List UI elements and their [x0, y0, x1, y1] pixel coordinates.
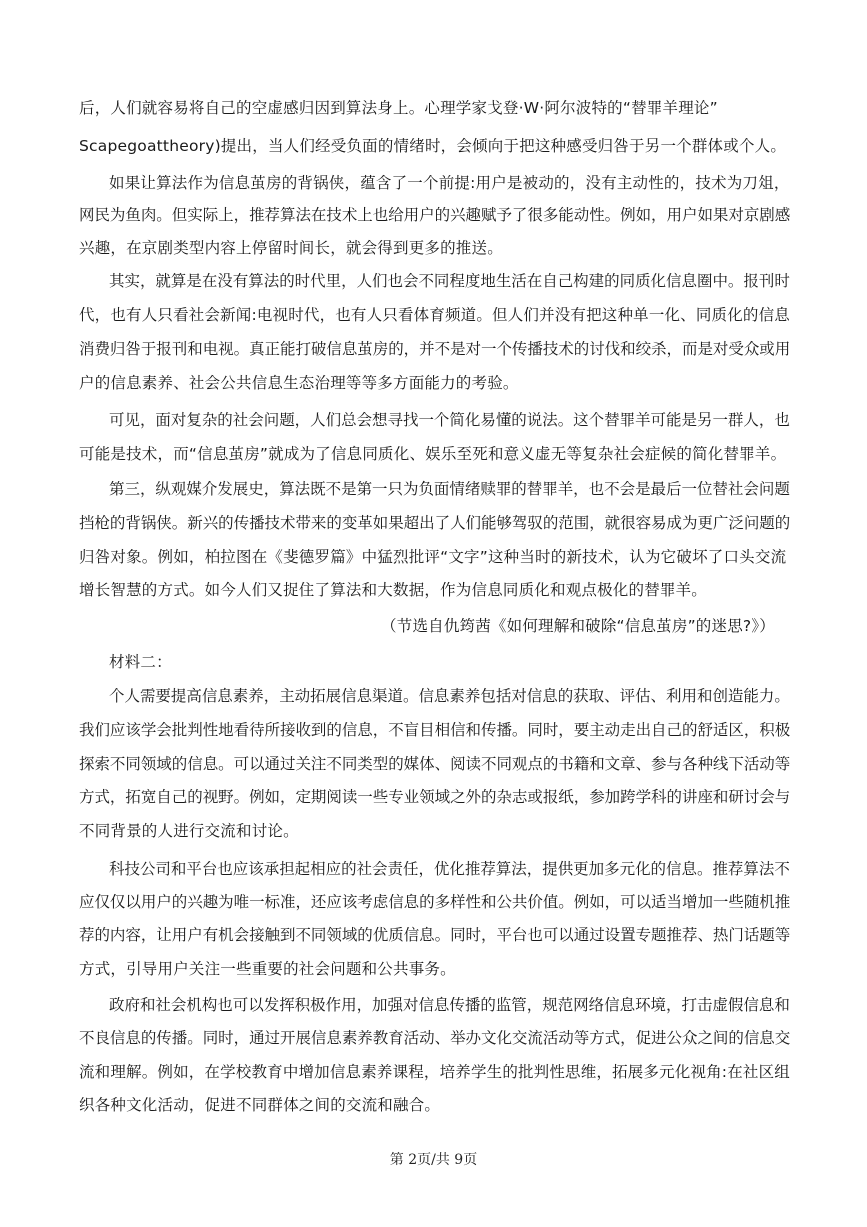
paragraph-line: 后，人们就容易将自己的空虚感归因到算法身上。心理学家戈登·W·阿尔波特的“替罪羊理论” — [79, 99, 718, 117]
page-number-footer: 第 2页/共 9页 — [389, 1152, 478, 1168]
paragraph-line: 不同背景的人进行交流和讨论。 — [79, 822, 299, 840]
paragraph-line: 可见，面对复杂的社会问题，人们总会想寻找一个简化易懂的说法。这个替罪羊可能是另一群人，也 — [109, 411, 790, 429]
paragraph-line: Scapegoattheory)提出，当人们经受负面的情绪时，会倾向于把这种感受归咎于另一个群体或个人。 — [79, 137, 787, 155]
paragraph-line: 消费归咎于报刊和电视。真正能打破信息茧房的，并不是对一个传播技术的讨伐和绞杀，而是对受众或用 — [79, 340, 791, 358]
paragraph-line: 织各种文化活动，促进不同群体之间的交流和融合。 — [79, 1096, 441, 1114]
paragraph-line: 应仅仅以用户的兴趣为唯一标准，还应该考虑信息的多样性和公共价值。例如，可以适当增加一些随机推 — [79, 893, 791, 911]
paragraph-line: 增长智慧的方式。如今人们又捉住了算法和大数据，作为信息同质化和观点极化的替罪羊。 — [79, 581, 708, 599]
paragraph-line: 方式，拓宽自己的视野。例如，定期阅读一些专业领域之外的杂志或报纸，参加跨学科的讲座和研讨会与 — [79, 788, 791, 806]
paragraph-line: 挡枪的背锅侠。新兴的传播技术带来的变革如果超出了人们能够驾驭的范围，就很容易成为更广泛问题的 — [79, 514, 791, 532]
paragraph-line: 第三，纵观媒介发展史，算法既不是第一只为负面情绪赎罪的替罪羊，也不会是最后一位替社会问题 — [109, 480, 790, 498]
paragraph-line: 我们应该学会批判性地看待所接收到的信息，不盲目相信和传播。同时，要主动走出自己的舒适区，积极 — [79, 721, 791, 739]
paragraph-line: 探索不同领域的信息。可以通过关注不同类型的媒体、阅读不同观点的书籍和文章、参与各种线下活动等 — [79, 755, 791, 773]
section-heading: 材料二： — [109, 653, 172, 671]
source-citation: （节选自仇筠茜《如何理解和破除“信息茧房”的迷思?》） — [381, 617, 775, 635]
paragraph-line: 荐的内容，让用户有机会接触到不同领域的优质信息。同时，平台也可以通过设置专题推荐、热门话题等 — [79, 926, 791, 944]
paragraph-line: 方式，引导用户关注一些重要的社会问题和公共事务。 — [79, 960, 456, 978]
paragraph-line: 代，也有人只看社会新闻:电视时代，也有人只看体育频道。但人们并没有把这种单一化、同质化的信息 — [79, 306, 790, 324]
paragraph-line: 归咎对象。例如，柏拉图在《斐德罗篇》中猛烈批评“文字”这种当时的新技术，认为它破坏了口头交流 — [79, 548, 787, 566]
paragraph-line: 政府和社会机构也可以发挥积极作用，加强对信息传播的监管，规范网络信息环境，打击虚假信息和 — [109, 996, 790, 1014]
paragraph-line: 户的信息素养、社会公共信息生态治理等等多方面能力的考验。 — [79, 374, 519, 392]
paragraph-line: 科技公司和平台也应该承担起相应的社会责任，优化推荐算法，提供更加多元化的信息。推荐算法不 — [109, 860, 790, 878]
paragraph-line: 兴趣，在京剧类型内容上停留时间长，就会得到更多的推送。 — [79, 239, 503, 257]
paragraph-line: 网民为鱼肉。但实际上，推荐算法在技术上也给用户的兴趣赋予了很多能动性。例如，用户如果对京剧感 — [79, 206, 791, 224]
paragraph-line: 不良信息的传播。同时，通过开展信息素养教育活动、举办文化交流活动等方式，促进公众之间的信息交 — [79, 1029, 791, 1047]
paragraph-line: 可能是技术，而“信息茧房”就成为了信息同质化、娱乐至死和意义虚无等复杂社会症候的简化替罪羊。 — [79, 445, 787, 463]
paragraph-line: 个人需要提高信息素养，主动拓展信息渠道。信息素养包括对信息的获取、评估、利用和创造能力。 — [109, 687, 790, 705]
paragraph-line: 如果让算法作为信息茧房的背锅侠，蕴含了一个前提:用户是被动的，没有主动性的，技术为刀俎， — [109, 174, 790, 192]
paragraph-line: 其实，就算是在没有算法的时代里，人们也会不同程度地生活在自己构建的同质化信息圈中。报刊时 — [109, 272, 790, 290]
paragraph-line: 流和理解。例如，在学校教育中增加信息素养课程，培养学生的批判性思维，拓展多元化视角:在社区组 — [79, 1063, 790, 1081]
